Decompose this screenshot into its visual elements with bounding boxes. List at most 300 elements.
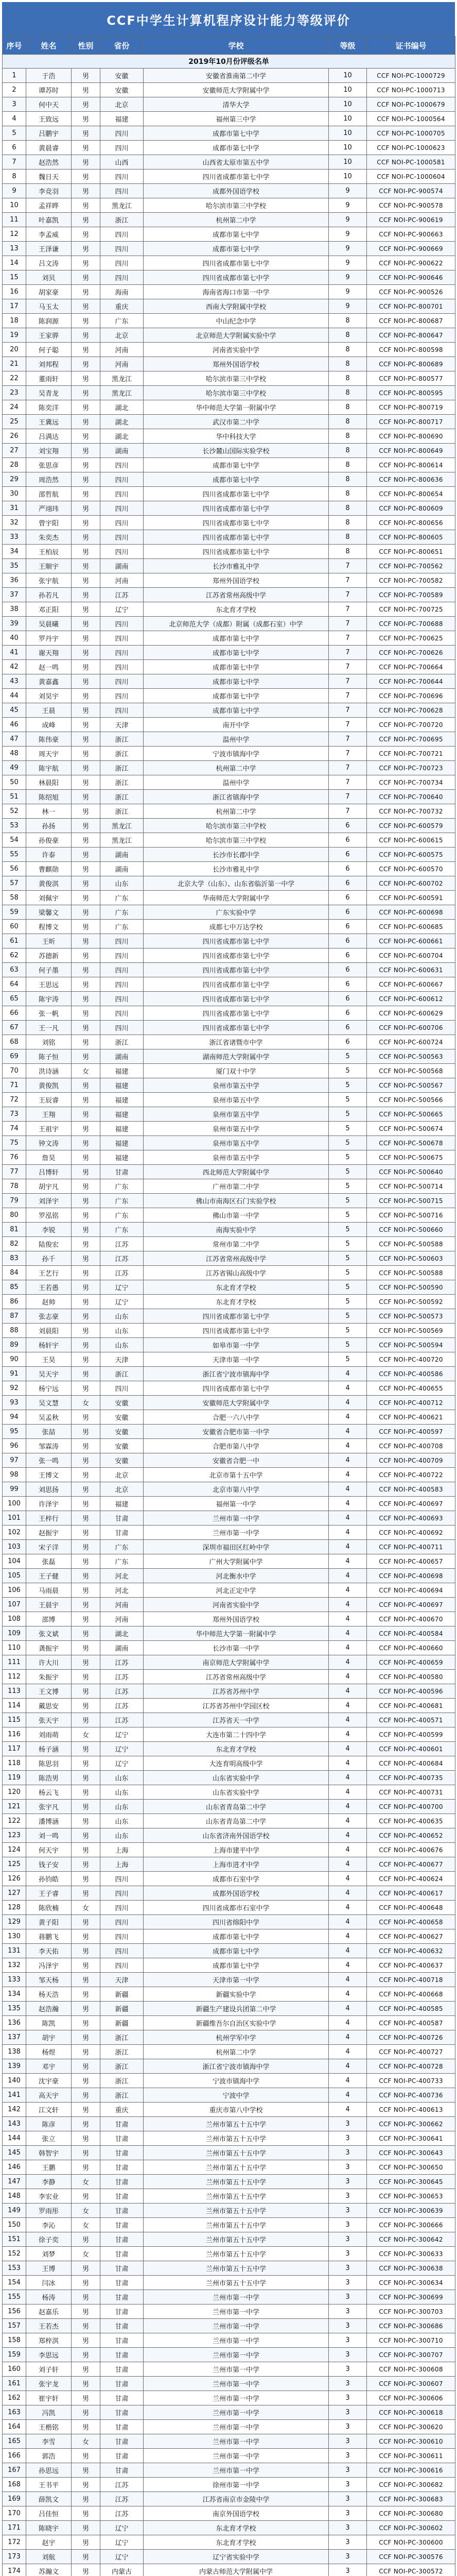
gender: 男 — [72, 2290, 100, 2304]
student-name: 张宇龙 — [26, 2377, 72, 2391]
certificate-number: CCF NOI-PC-400712 — [367, 1396, 455, 1410]
row-index: 72 — [3, 1093, 26, 1107]
school: 浙江省镇海中学 — [144, 790, 329, 804]
school: 山东省济南外国语学校 — [144, 1828, 329, 1843]
gender: 男 — [72, 501, 100, 516]
gender: 男 — [72, 848, 100, 862]
province: 安徽 — [100, 83, 144, 97]
school: 四川省成都市第七中学 — [144, 948, 329, 963]
table-row — [3, 285, 455, 299]
school: 河北衡水中学 — [144, 1569, 329, 1583]
certificate-number: CCF NOI-PC-300707 — [367, 2348, 455, 2362]
level: 9 — [329, 213, 367, 227]
table-row — [3, 343, 455, 357]
table-row — [3, 1814, 455, 1828]
school: 成都市第七中学 — [144, 472, 329, 487]
level: 3 — [329, 2232, 367, 2247]
province: 浙江 — [100, 732, 144, 747]
certificate-number: CCF NOI-PC-600685 — [367, 920, 455, 934]
level: 5 — [329, 1295, 367, 1309]
row-index: 81 — [3, 1223, 26, 1237]
level: 10 — [329, 112, 367, 126]
certificate-number: CCF NOI-PC-600579 — [367, 819, 455, 833]
level: 7 — [329, 674, 367, 689]
province: 广东 — [100, 1179, 144, 1194]
row-index: 145 — [3, 2146, 26, 2160]
row-index: 144 — [3, 2131, 26, 2146]
certificate-number: CCF NOI-PC-400694 — [367, 1583, 455, 1598]
province: 浙江 — [100, 1367, 144, 1381]
school: 合肥市第八中学 — [144, 1439, 329, 1453]
school: 东北育才学校 — [144, 1295, 329, 1309]
province: 甘肃 — [100, 2146, 144, 2160]
province: 浙江 — [100, 790, 144, 804]
level: 6 — [329, 833, 367, 848]
gender: 男 — [72, 256, 100, 270]
table-row — [3, 213, 455, 227]
school: 成都市第七中学 — [144, 141, 329, 155]
student-name: 孙扬 — [26, 819, 72, 833]
row-index: 120 — [3, 1785, 26, 1800]
table-row — [3, 1901, 455, 1915]
table-row — [3, 1886, 455, 1901]
table-row — [3, 905, 455, 920]
row-index: 156 — [3, 2304, 26, 2319]
level: 7 — [329, 631, 367, 646]
table-row — [3, 2405, 455, 2420]
table-row — [3, 371, 455, 386]
table-row — [3, 1785, 455, 1800]
gender: 男 — [72, 689, 100, 703]
school: 合肥一六八中学 — [144, 1410, 329, 1425]
gender: 男 — [72, 487, 100, 501]
province: 甘肃 — [100, 2131, 144, 2146]
row-index: 85 — [3, 1280, 26, 1295]
school: 河南省实验中学 — [144, 1598, 329, 1612]
page-title: CCF中学生计算机程序设计能力等级评价 — [2, 2, 455, 36]
school: 四川省成都市第七中学 — [144, 1381, 329, 1396]
school: 四川省成都市第七中学 — [144, 256, 329, 270]
province: 四川 — [100, 1915, 144, 1929]
school: 天津市第一中学 — [144, 1973, 329, 1987]
province: 甘肃 — [100, 1511, 144, 1526]
row-index: 53 — [3, 819, 26, 833]
table-row — [3, 1251, 455, 1266]
school: 江苏省常州高级中学 — [144, 1251, 329, 1266]
gender: 男 — [72, 1410, 100, 1425]
student-name: 杨天浩 — [26, 1987, 72, 2002]
certificate-number: CCF NOI-PC-500592 — [367, 1295, 455, 1309]
student-name: 罗雨彤 — [26, 2204, 72, 2218]
student-name: 黄俊凯 — [26, 1078, 72, 1093]
student-name: 陈思羽 — [26, 1756, 72, 1771]
gender: 男 — [72, 775, 100, 790]
certificate-number: CCF NOI-PC-300680 — [367, 2506, 455, 2521]
province: 江苏 — [100, 1266, 144, 1280]
student-name: 许泰 — [26, 848, 72, 862]
table-row — [3, 2261, 455, 2276]
student-name: 刘贝 — [26, 270, 72, 285]
certificate-number: CCF NOI-PC-900646 — [367, 270, 455, 285]
province: 甘肃 — [100, 1165, 144, 1179]
table-row — [3, 227, 455, 242]
level: 3 — [329, 2319, 367, 2333]
gender: 男 — [72, 905, 100, 920]
row-index: 79 — [3, 1194, 26, 1208]
certificate-number: CCF NOI-PC-500715 — [367, 1194, 455, 1208]
certificate-number: CCF NOI-PC-400655 — [367, 1381, 455, 1396]
gender: 男 — [72, 2550, 100, 2564]
school: 东北育才学校 — [144, 1742, 329, 1756]
student-name: 黄嘉鑫 — [26, 674, 72, 689]
certificate-number: CCF NOI-PC-400648 — [367, 1901, 455, 1915]
gender: 男 — [72, 1194, 100, 1208]
student-name: 孙若凡 — [26, 588, 72, 602]
gender: 男 — [72, 1958, 100, 1973]
level: 8 — [329, 371, 367, 386]
level: 10 — [329, 126, 367, 141]
table-row — [3, 1915, 455, 1929]
row-index: 92 — [3, 1381, 26, 1396]
table-row — [3, 1756, 455, 1771]
row-index: 134 — [3, 1987, 26, 2002]
row-index: 91 — [3, 1367, 26, 1381]
table-row — [3, 256, 455, 270]
province: 四川 — [100, 1944, 144, 1958]
province: 黑龙江 — [100, 819, 144, 833]
certificate-number: CCF NOI-PC-900663 — [367, 227, 455, 242]
gender: 男 — [72, 227, 100, 242]
school: 成都市第七中学 — [144, 674, 329, 689]
school: 兰州市第一中学 — [144, 2362, 329, 2377]
school: 北京师范大学（成都）附属（成都石室）中学 — [144, 617, 329, 631]
student-name: 杨宁远 — [26, 1381, 72, 1396]
student-name: 陈绍旭 — [26, 790, 72, 804]
province: 浙江 — [100, 775, 144, 790]
school: 兰州市第五十五中学 — [144, 2189, 329, 2204]
table-row — [3, 1237, 455, 1251]
certificate-number: CCF NOI-PC-700695 — [367, 732, 455, 747]
certificate-number: CCF NOI-PC-1000713 — [367, 83, 455, 97]
school: 广东实验中学 — [144, 905, 329, 920]
table-row — [3, 112, 455, 126]
student-name: 周天宇 — [26, 747, 72, 761]
row-index: 132 — [3, 1958, 26, 1973]
student-name: 叶嘉凯 — [26, 213, 72, 227]
gender: 男 — [72, 386, 100, 400]
certificate-number: CCF NOI-PC-400736 — [367, 2088, 455, 2103]
certificate-number: CCF NOI-PC-500603 — [367, 1251, 455, 1266]
table-row — [3, 328, 455, 343]
school: 成都市第七中学 — [144, 458, 329, 472]
row-index: 174 — [3, 2564, 26, 2576]
table-row — [3, 992, 455, 1006]
student-name: 吴孟秋 — [26, 1410, 72, 1425]
school: 兰州市第一中学 — [144, 2391, 329, 2405]
student-name: 王楷铭 — [26, 2420, 72, 2434]
table-row — [3, 1396, 455, 1410]
table-row — [3, 1150, 455, 1165]
table-row — [3, 977, 455, 992]
table-row — [3, 198, 455, 213]
row-index: 15 — [3, 270, 26, 285]
province: 河北 — [100, 1569, 144, 1583]
province: 四川 — [100, 631, 144, 646]
gender: 男 — [72, 299, 100, 314]
province: 浙江 — [100, 2059, 144, 2074]
school: 河北正定中学 — [144, 1583, 329, 1598]
certificate-number: CCF NOI-PC-800690 — [367, 429, 455, 444]
school: 浙江省宁波市镇海中学 — [144, 1367, 329, 1381]
province: 甘肃 — [100, 2434, 144, 2449]
school: 四川省成都市第七中学 — [144, 977, 329, 992]
table-row — [3, 2016, 455, 2030]
certificate-number: CCF NOI-PC-400601 — [367, 1742, 455, 1756]
school: 江苏省锡山高级中学 — [144, 1266, 329, 1280]
province: 辽宁 — [100, 602, 144, 617]
gender: 男 — [72, 285, 100, 299]
school: 四川省成都市第七中学 — [144, 1021, 329, 1035]
province: 江苏 — [100, 1655, 144, 1670]
level: 4 — [329, 1727, 367, 1742]
province: 江苏 — [100, 1699, 144, 1713]
row-index: 7 — [3, 155, 26, 170]
province: 广东 — [100, 905, 144, 920]
student-name: 龚振宇 — [26, 1641, 72, 1655]
certificate-number: CCF NOI-PC-400585 — [367, 2002, 455, 2016]
certificate-number: CCF NOI-PC-400720 — [367, 1352, 455, 1367]
school: 兰州市第五十五中学 — [144, 2218, 329, 2232]
table-row — [3, 1367, 455, 1381]
student-name: 李静 — [26, 2175, 72, 2189]
certificate-number: CCF NOI-PC-400700 — [367, 1800, 455, 1814]
certificate-number: CCF NOI-PC-600612 — [367, 992, 455, 1006]
gender: 男 — [72, 1973, 100, 1987]
school: 四川省成都市第七中学 — [144, 516, 329, 530]
province: 山东 — [100, 1785, 144, 1800]
gender: 男 — [72, 2521, 100, 2535]
certificate-number: CCF NOI-PC-600570 — [367, 862, 455, 876]
level: 9 — [329, 227, 367, 242]
table-row — [3, 2449, 455, 2463]
school: 杭州第二中学 — [144, 804, 329, 819]
row-index: 4 — [3, 112, 26, 126]
province: 福建 — [100, 1064, 144, 1078]
row-index: 20 — [3, 343, 26, 357]
gender: 男 — [72, 1266, 100, 1280]
row-index: 21 — [3, 357, 26, 371]
gender: 男 — [72, 1886, 100, 1901]
province: 四川 — [100, 1872, 144, 1886]
province: 甘肃 — [100, 2463, 144, 2478]
level: 4 — [329, 1843, 367, 1857]
row-index: 50 — [3, 775, 26, 790]
province: 四川 — [100, 703, 144, 718]
table-row — [3, 1410, 455, 1425]
table-row — [3, 1857, 455, 1872]
school: 常州市第二中学 — [144, 1237, 329, 1251]
student-name: 吕文涛 — [26, 256, 72, 270]
student-name: 王一凡 — [26, 1021, 72, 1035]
student-name: 王顺宇 — [26, 559, 72, 573]
student-name: 张磊 — [26, 1554, 72, 1569]
school: 泉州市第五中学 — [144, 1107, 329, 1122]
school: 兰州市第一中学 — [144, 2304, 329, 2319]
level: 5 — [329, 1064, 367, 1078]
row-index: 90 — [3, 1352, 26, 1367]
gender: 男 — [72, 1742, 100, 1756]
certificate-number: CCF NOI-PC-800656 — [367, 516, 455, 530]
certificate-number: CCF NOI-PC-700562 — [367, 559, 455, 573]
row-index: 96 — [3, 1439, 26, 1453]
province: 辽宁 — [100, 1295, 144, 1309]
student-name: 王思远 — [26, 977, 72, 992]
gender: 男 — [72, 1569, 100, 1583]
school: 四川省成都市第七中学 — [144, 170, 329, 184]
province: 甘肃 — [100, 2391, 144, 2405]
gender: 男 — [72, 1583, 100, 1598]
student-name: 邵哲航 — [26, 487, 72, 501]
certificate-number: CCF NOI-PC-300662 — [367, 2117, 455, 2131]
gender: 男 — [72, 963, 100, 977]
row-index: 148 — [3, 2189, 26, 2204]
certificate-number: CCF NOI-PC-600724 — [367, 1035, 455, 1049]
school: 大连育明高级中学 — [144, 1756, 329, 1771]
province: 甘肃 — [100, 2276, 144, 2290]
header-index: 序号 — [3, 37, 26, 55]
row-index: 71 — [3, 1078, 26, 1093]
gender: 男 — [72, 2131, 100, 2146]
row-index: 154 — [3, 2276, 26, 2290]
school: 河南省实验中学 — [144, 343, 329, 357]
province: 黑龙江 — [100, 833, 144, 848]
level: 5 — [329, 1352, 367, 1367]
row-index: 33 — [3, 530, 26, 545]
gender: 男 — [72, 1684, 100, 1699]
province: 福建 — [100, 1122, 144, 1136]
school: 兰州市第五十五中学 — [144, 2131, 329, 2146]
level: 4 — [329, 2059, 367, 2074]
level: 10 — [329, 155, 367, 170]
province: 甘肃 — [100, 2189, 144, 2204]
certificate-number: CCF NOI-PC-400657 — [367, 1554, 455, 1569]
student-name: 黄俊淇 — [26, 876, 72, 891]
level: 5 — [329, 1049, 367, 1064]
gender: 女 — [72, 1396, 100, 1410]
certificate-number: CCF NOI-PC-700725 — [367, 602, 455, 617]
school: 长沙市雅礼中学 — [144, 862, 329, 876]
level: 3 — [329, 2333, 367, 2348]
table-row — [3, 126, 455, 141]
level: 10 — [329, 141, 367, 155]
table-row — [3, 2478, 455, 2492]
level: 6 — [329, 1021, 367, 1035]
province: 浙江 — [100, 1035, 144, 1049]
row-index: 61 — [3, 934, 26, 948]
gender: 男 — [72, 703, 100, 718]
student-name: 王晨 — [26, 703, 72, 718]
student-name: 戴思安 — [26, 1699, 72, 1713]
province: 甘肃 — [100, 2247, 144, 2261]
table-row — [3, 1511, 455, 1526]
gender: 男 — [72, 2348, 100, 2362]
gender: 男 — [72, 1251, 100, 1266]
level: 9 — [329, 285, 367, 299]
certificate-number: CCF NOI-PC-300682 — [367, 2478, 455, 2492]
table-row — [3, 1136, 455, 1150]
table-row — [3, 747, 455, 761]
school: 四川省成都市石室中学 — [144, 1901, 329, 1915]
row-index: 1 — [3, 69, 26, 83]
province: 浙江 — [100, 2045, 144, 2059]
gender: 男 — [72, 1150, 100, 1165]
table-row — [3, 2434, 455, 2449]
school: 兰州市第五十五中学 — [144, 2160, 329, 2175]
row-index: 119 — [3, 1771, 26, 1785]
level: 5 — [329, 1150, 367, 1165]
table-row — [3, 357, 455, 371]
level: 4 — [329, 1396, 367, 1410]
certificate-number: CCF NOI-PC-400727 — [367, 2045, 455, 2059]
student-name: 王致远 — [26, 112, 72, 126]
student-name: 何子聪 — [26, 343, 72, 357]
student-name: 董雨轩 — [26, 371, 72, 386]
table-row — [3, 617, 455, 631]
school: 哈尔滨市第三中学校 — [144, 198, 329, 213]
province: 甘肃 — [100, 2160, 144, 2175]
row-index: 57 — [3, 876, 26, 891]
certificate-number: CCF NOI-PC-400681 — [367, 1699, 455, 1713]
level: 5 — [329, 1179, 367, 1194]
certificate-number: CCF NOI-PC-1000679 — [367, 97, 455, 112]
province: 山东 — [100, 1309, 144, 1324]
student-name: 刘宝翔 — [26, 444, 72, 458]
table-row — [3, 862, 455, 876]
level: 3 — [329, 2348, 367, 2362]
province: 湖南 — [100, 862, 144, 876]
province: 四川 — [100, 1901, 144, 1915]
student-name: 胡宇凡 — [26, 1179, 72, 1194]
row-index: 17 — [3, 299, 26, 314]
student-name: 郑梓淇 — [26, 2333, 72, 2348]
province: 重庆 — [100, 299, 144, 314]
gender: 男 — [72, 1367, 100, 1381]
school: 杭州第二中学 — [144, 761, 329, 775]
certificate-number: CCF NOI-PC-400597 — [367, 1425, 455, 1439]
row-index: 78 — [3, 1179, 26, 1194]
table-row — [3, 1093, 455, 1107]
certificate-number: CCF NOI-PC-800701 — [367, 299, 455, 314]
certificate-number: CCF NOI-PC-400580 — [367, 1670, 455, 1684]
student-name: 黄子阳 — [26, 1915, 72, 1929]
level: 4 — [329, 1973, 367, 1987]
row-index: 111 — [3, 1655, 26, 1670]
level: 4 — [329, 2045, 367, 2059]
school: 兰州市第一中学 — [144, 2434, 329, 2449]
certificate-number: CCF NOI-PC-400599 — [367, 1727, 455, 1742]
certificate-number: CCF NOI-PC-400659 — [367, 1655, 455, 1670]
level: 5 — [329, 1194, 367, 1208]
certificate-number: CCF NOI-PC-400586 — [367, 1367, 455, 1381]
gender: 男 — [72, 1453, 100, 1468]
province: 黑龙江 — [100, 386, 144, 400]
table-row — [3, 2117, 455, 2131]
level: 8 — [329, 530, 367, 545]
student-name: 孙思远 — [26, 2463, 72, 2478]
school: 安徽省淮南第二中学 — [144, 69, 329, 83]
gender: 女 — [72, 2175, 100, 2189]
province: 黑龙江 — [100, 198, 144, 213]
